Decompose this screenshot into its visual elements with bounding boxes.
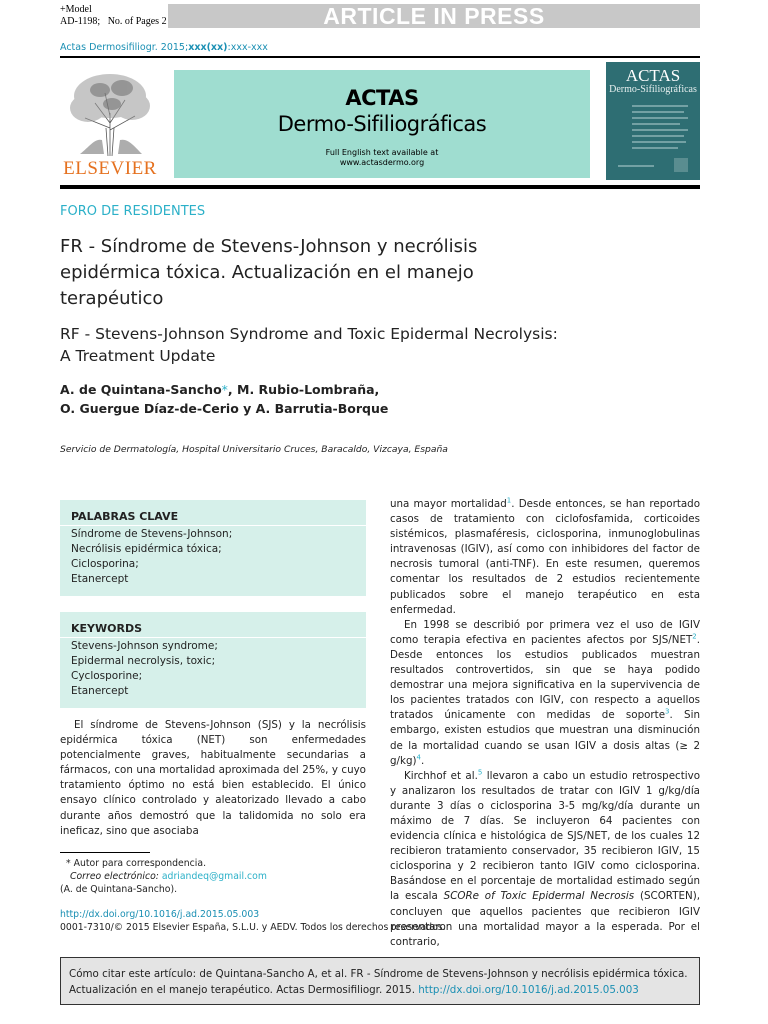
- doi-link[interactable]: http://dx.doi.org/10.1016/j.ad.2015.05.003: [60, 909, 260, 920]
- keywords-divider: [60, 637, 366, 638]
- footnote-rule: [60, 852, 150, 853]
- reference-link[interactable]: 3: [665, 707, 670, 716]
- author-list: A. de Quintana-Sancho*, M. Rubio-Lombraña, O. Guergue Díaz-de-Cerio y A. Barrutia-Borque: [60, 382, 389, 416]
- article-title-english: RF - Stevens-Johnson Syndrome and Toxic Epidermal Necrolysis: A Treatment Update: [60, 325, 558, 365]
- keyword-item: Epidermal necrolysis, toxic;: [71, 655, 216, 667]
- article-in-press-text: ARTICLE IN PRESS: [323, 3, 545, 29]
- cover-title-line1: ACTAS: [625, 66, 681, 85]
- body-right-column: [390, 497, 700, 950]
- footnote: * Autor para correspondencia. Correo electrónico: adriandeq@gmail.com (A. de Quintana-Sancho).: [60, 858, 267, 895]
- keyword-item: Ciclosporina;: [71, 558, 139, 570]
- copyright-notice: 0001-7310/© 2015 Elsevier España, S.L.U. y AEDV. Todos los derechos reservados.: [60, 922, 446, 933]
- section-label: FORO DE RESIDENTES: [60, 204, 206, 219]
- journal-banner: [174, 70, 590, 178]
- keyword-item: Stevens-Johnson syndrome;: [71, 640, 218, 652]
- article-code: AD-1198;: [60, 16, 101, 27]
- cite-doi-link[interactable]: http://dx.doi.org/10.1016/j.ad.2015.05.003: [418, 984, 639, 996]
- keyword-item: Necrólisis epidérmica tóxica;: [71, 543, 222, 555]
- journal-title-line1: ACTAS: [345, 86, 419, 110]
- article-in-press-banner: [168, 4, 700, 28]
- reference-link[interactable]: 5: [477, 768, 483, 777]
- cover-title-line2: Dermo-Sifiliográficas: [609, 84, 697, 95]
- cover-contents-graphic: [614, 102, 692, 174]
- journal-citation-line[interactable]: Actas Dermosifiliogr. 2015;xxx(xx):xxx-xxx: [60, 42, 268, 53]
- journal-title-line2: Dermo-Sifiliográficas: [277, 112, 487, 136]
- body-paragraph: En 1998 se describió por primera vez el uso de IGIV como terapia efectiva en pacientes afectos por SJS/NET$^2$. Desde entonces los estudios publicados muestran resultados controvertidos, sin que se haya podido demostrar una mejora significativa en la supervivencia de los pacientes tratados con IGIV, con respecto a aquellos tratados únicamente con medidas de soporte$^3$. Sin embargo, existen estudios que muestran una disminución de la mortalidad cuando se usan IGIV a dosis altas (≥ 2 g/kg)$^4$.: [390, 618, 700, 767]
- keyword-item: Síndrome de Stevens-Johnson;: [71, 528, 233, 540]
- keywords-divider: [60, 525, 366, 526]
- keywords-spanish-box: [60, 500, 366, 596]
- header-meta: [60, 4, 167, 28]
- body-paragraph: Kirchhof et al.$^5$ llevaron a cabo un estudio retrospectivo y analizaron los resultados de tratar con IGIV 1 g/kg/día durante 3 días o ciclosporina 3-5 mg/kg/día durante un máximo de 7 días. Se incluyeron 64 pacientes con evidencia clínica e histológica de SJS/NET, de los cuales 12 recibieron tratamiento conservador, 35 recibieron IGIV, 15 ciclosporina y 2 recibieron tanto IGIV como ciclosporina. Basándose en el porcentaje de mortalidad estimado según la escala SCORe of Toxic Epidermal Necrosis (SCORTEN), concluyen que aquellos pacientes que recibieron IGIV presentaron una mortalidad mayor a la esperada. Por el contrario,: [390, 768, 701, 948]
- reference-link[interactable]: 2: [692, 632, 697, 641]
- keywords-english-heading: KEYWORDS: [71, 622, 143, 635]
- keywords-spanish-heading: PALABRAS CLAVE: [71, 510, 179, 523]
- page-count: No. of Pages 2: [107, 16, 167, 27]
- reference-link[interactable]: 1: [506, 496, 512, 505]
- corresponding-author-marker[interactable]: *: [221, 382, 228, 397]
- affiliation: Servicio de Dermatología, Hospital Universitario Cruces, Baracaldo, Vizcaya, España: [60, 444, 448, 455]
- article-title-spanish: FR - Síndrome de Stevens-Johnson y necrólisis epidérmica tóxica. Actualización en el manejo terapéutico: [60, 236, 478, 309]
- author-corresponding: A. de Quintana-Sancho: [60, 382, 222, 397]
- body-paragraph: una mayor mortalidad$^1$. Desde entonces, se han reportado casos de tratamiento con ciclofosfamida, corticoides sistémicos, plasmaféresis, ciclosporina, inmunoglobulinas intravenosas (IGIV), así como con inhibidores del factor de necrosis tumoral (anti-TNF). En este resumen, queremos comentar los resultados de 2 estudios recientemente publicados sobre el manejo terapéutico en esta enfermedad.: [390, 496, 701, 616]
- reference-link[interactable]: 4: [416, 753, 421, 762]
- publisher-name: ELSEVIER: [63, 158, 157, 179]
- body-paragraph: El síndrome de Stevens-Johnson (SJS) y la necrólisis epidérmica tóxica (NET) son enfermedades potencialmente graves, habitualmente secundarias a fármacos, con una mortalidad aproximada del 25%, y cuyo tratamiento óptimo no está bien establecido. El único ensayo clínico controlado y aleatorizado llevado a cabo durante años demostró que la talidomida no solo era ineficaz, sino que asociaba: [60, 719, 366, 837]
- masthead-bottom-rule: [60, 185, 700, 189]
- body-left-column: [60, 718, 366, 839]
- keywords-english-box: [60, 612, 366, 708]
- how-to-cite-box: [60, 957, 700, 1005]
- keyword-item: Cyclosporine;: [71, 670, 143, 682]
- journal-website[interactable]: www.actasdermo.org: [339, 158, 425, 167]
- keywords-english-list: [71, 639, 218, 699]
- english-availability: Full English text available at www.actasdermo.org: [174, 148, 590, 168]
- masthead-top-rule: [60, 56, 700, 58]
- journal-cover-thumbnail: [606, 62, 700, 180]
- author-email-link[interactable]: adriandeq@gmail.com: [161, 871, 267, 882]
- keywords-spanish-list: [71, 527, 232, 587]
- how-to-cite-text: Cómo citar este artículo: de Quintana-Sancho A, et al. FR - Síndrome de Stevens-Johnson y necrólisis epidérmica tóxica. Actualización en el manejo terapéutico. Actas Dermosifiliogr. 2015.: [69, 968, 688, 996]
- model-label: +Model: [60, 4, 92, 15]
- keyword-item: Etanercept: [71, 573, 129, 585]
- keyword-item: Etanercept: [71, 685, 129, 697]
